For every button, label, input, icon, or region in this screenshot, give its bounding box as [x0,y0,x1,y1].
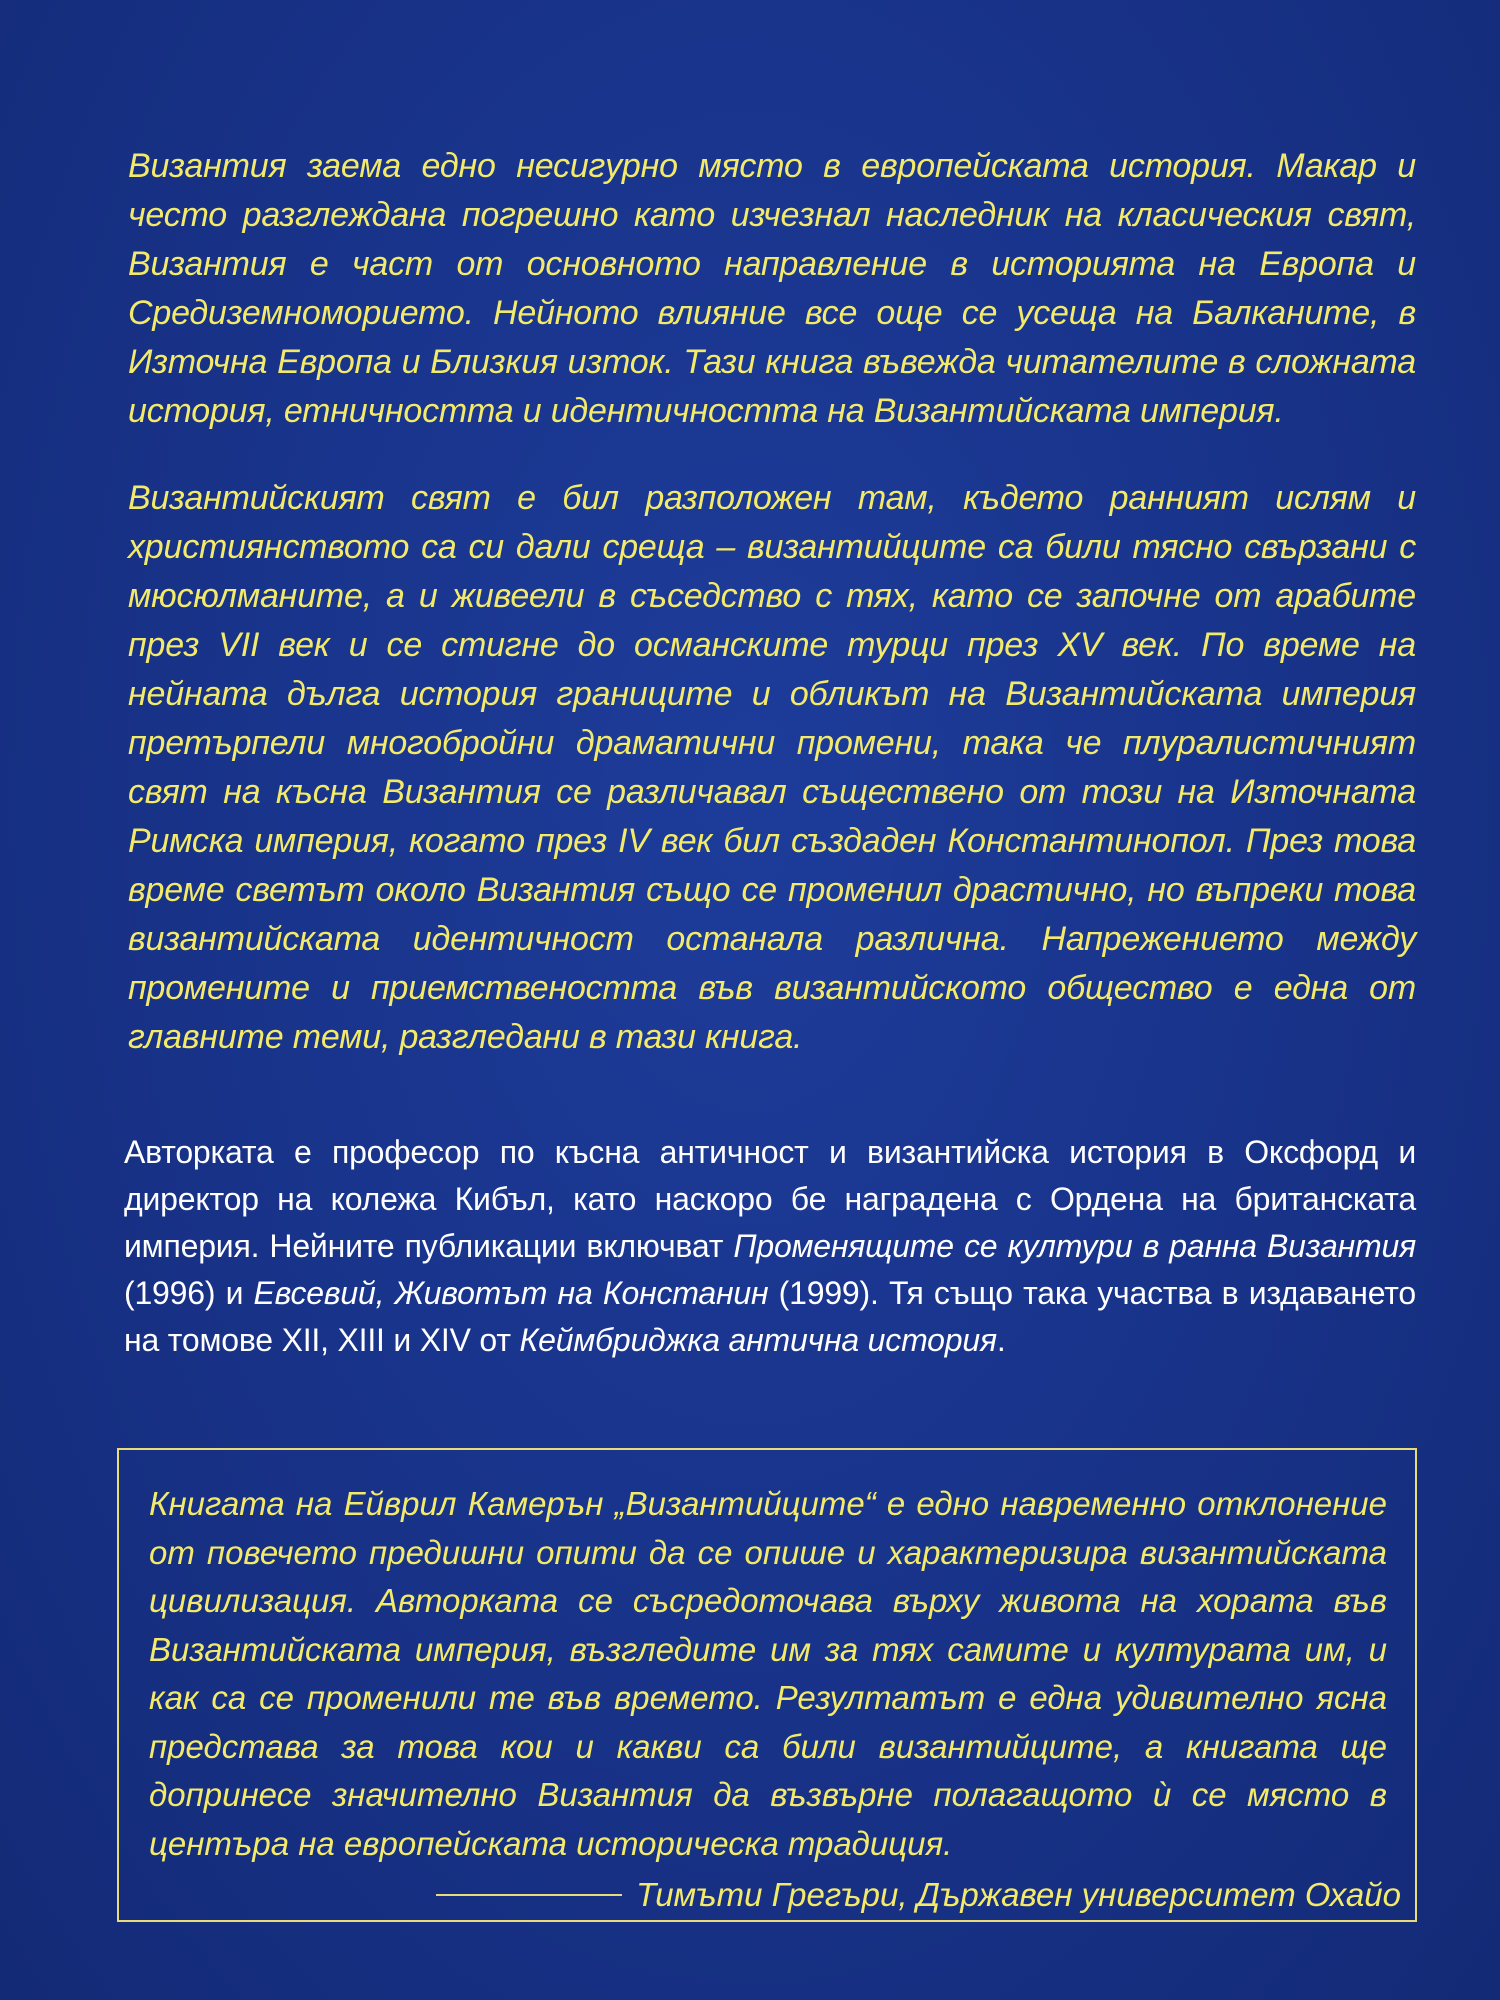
series-title: Кеймбриджка антична история [519,1322,997,1358]
author-bio-end: . [996,1322,1006,1358]
description-paragraph-2: Византийският свят е бил разположен там, където ранният ислям и християнството са си дали среща – византийците са били тясно свързани с мюсюлманите, а и живеели в съседство с тях, като се започне от арабите през VII век и се стигне до османските турци през XV век. По време на нейната дълга история границите и обликът на Византийската империя претърпели многобройни драматични промени, така че плуралистичният свят на късна Византия се различавал съществено от този на Източната Римска империя, когато през IV век бил създаден Константинопол. През това време светът около Византия също се променил драстично, но въпреки това византийската идентичност останала различна. Напрежението между промените и приемствеността във византийското общество е една от главните теми, разгледани в тази книга. [128,479,1416,1056]
author-bio-year-1: (1996) и [124,1275,254,1311]
author-bio-year-2: (1999). Тя също така участва в издаването на томове XII, XIII и XIV от [124,1275,1416,1358]
book-title-1: Променящите се култури в ранна Византия [733,1228,1417,1264]
book-title-2: Евсевий, Животът на Констанин [253,1275,769,1311]
attribution-dash [436,1894,622,1896]
review-author: Тимъти Грегъри, Държавен университет Охайо [636,1876,1401,1913]
author-bio-intro: Авторката е професор по късна античност и византийска история в Оксфорд и директор на колежа Кибъл, като наскоро бе наградена с Ордена на британската империя. Нейните публикации включват [124,1134,1416,1264]
author-bio [124,1129,1416,1364]
review-box [117,1448,1417,1922]
description-paragraph-1: Византия заема едно несигурно място в европейската история. Макар и често разглеждана погрешно като изчезнал наследник на класическия свят, Византия е част от основното направление в историята на Европа и Средиземноморието. Нейното влияние все още се усеща на Балканите, в Източна Европа и Близкия изток. Тази книга въвежда читателите в сложната история, етничността и идентичността на Византийската империя. [128,147,1416,430]
review-quote: Книгата на Ейврил Камерън „Византийците“ е едно навременно отклонение от повечето предишни опити да се опише и характеризира византийската цивилизация. Авторката се съсредоточава върху живота на хората във Византийската империя, възгледите им за тях самите и културата им, и как са се променили те във времето. Резултатът е една удивително ясна представа за това кои и какви са били византийците, а книгата ще допринесе значително Византия да възвърне полагащото ѝ се място в центъра на европейската историческа традиция. [149,1485,1387,1862]
review-attribution [436,1876,1401,1914]
